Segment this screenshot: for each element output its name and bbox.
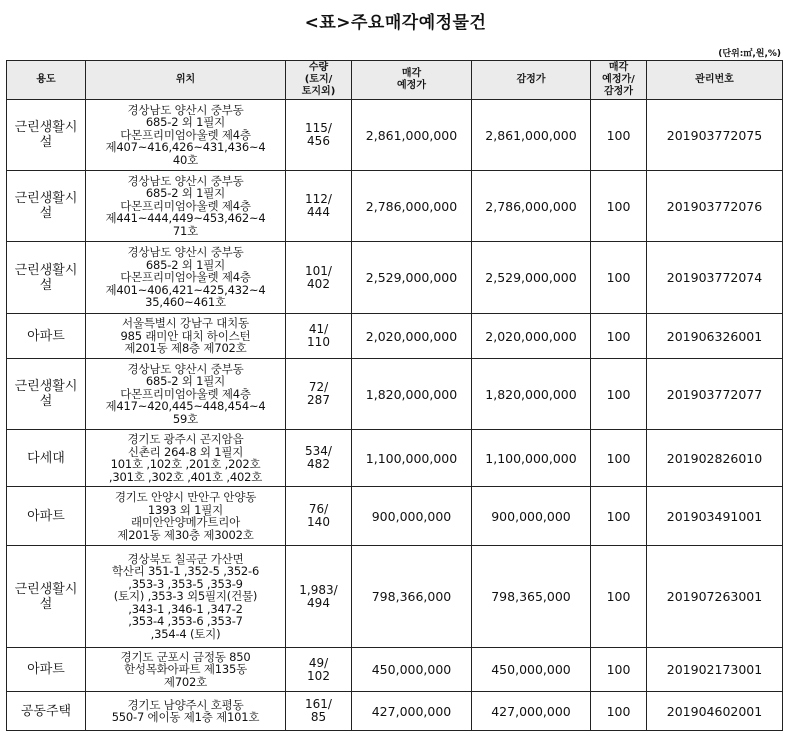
row-use: 아파트 [7,487,86,546]
header-sale-price: 매각 예정가 [352,61,472,100]
row-qty: 101/ 402 [286,242,352,314]
row-appraisal: 450,000,000 [472,648,591,692]
row-location: 경상남도 양산시 중부동 685-2 외 1필지 다몬프리미엄아울렛 제4층 제441~444,449~453,462~4 71호 [86,171,286,242]
row-appraisal: 900,000,000 [472,487,591,546]
row-sale-price: 2,529,000,000 [352,242,472,314]
row-mgmt-no: 201903772075 [647,100,783,171]
row-appraisal: 2,861,000,000 [472,100,591,171]
row-sale-price: 2,861,000,000 [352,100,472,171]
row-mgmt-no: 201903772077 [647,359,783,430]
row-qty: 534/ 482 [286,430,352,487]
table-row [7,487,783,546]
row-appraisal: 2,020,000,000 [472,314,591,359]
row-ratio: 100 [591,430,647,487]
row-sale-price: 900,000,000 [352,487,472,546]
header-appraisal: 감정가 [472,61,591,100]
row-appraisal: 427,000,000 [472,692,591,731]
table-row [7,242,783,314]
header-mgmt-no: 관리번호 [647,61,783,100]
row-qty: 76/ 140 [286,487,352,546]
row-qty: 49/ 102 [286,648,352,692]
row-mgmt-no: 201903772074 [647,242,783,314]
row-mgmt-no: 201904602001 [647,692,783,731]
row-qty: 115/ 456 [286,100,352,171]
sale-items-table [6,60,783,731]
row-ratio: 100 [591,242,647,314]
row-sale-price: 1,820,000,000 [352,359,472,430]
table-row [7,546,783,648]
row-ratio: 100 [591,171,647,242]
row-qty: 112/ 444 [286,171,352,242]
row-mgmt-no: 201902826010 [647,430,783,487]
row-ratio: 100 [591,648,647,692]
table-row [7,171,783,242]
row-use: 아파트 [7,314,86,359]
header-row [7,61,783,100]
page-title: <표>주요매각예정물건 [304,13,487,33]
row-ratio: 100 [591,487,647,546]
row-appraisal: 1,100,000,000 [472,430,591,487]
unit-note: (단위:㎡,원,%) [718,49,781,59]
row-mgmt-no: 201903491001 [647,487,783,546]
row-qty: 161/ 85 [286,692,352,731]
row-location: 경기도 군포시 금정동 850 한성목화아파트 제135동 제702호 [86,648,286,692]
row-use: 근린생활시 설 [7,100,86,171]
row-use: 공동주택 [7,692,86,731]
row-use: 근린생활시 설 [7,359,86,430]
header-ratio: 매각 예정가/ 감정가 [591,61,647,100]
row-location: 서울특별시 강남구 대치동 985 래미안 대치 하이스턴 제201동 제8층 제702호 [86,314,286,359]
row-mgmt-no: 201906326001 [647,314,783,359]
row-use: 아파트 [7,648,86,692]
row-location: 경기도 광주시 곤지암읍 신촌리 264-8 외 1필지 101호 ,102호 ,201호 ,202호 ,301호 ,302호 ,401호 ,402호 [86,430,286,487]
row-sale-price: 450,000,000 [352,648,472,692]
header-use: 용도 [7,61,86,100]
row-ratio: 100 [591,546,647,648]
row-ratio: 100 [591,692,647,731]
row-qty: 72/ 287 [286,359,352,430]
row-appraisal: 1,820,000,000 [472,359,591,430]
row-sale-price: 798,366,000 [352,546,472,648]
table-row [7,648,783,692]
table-row [7,430,783,487]
header-qty: 수량 (토지/ 토지외) [286,61,352,100]
row-mgmt-no: 201903772076 [647,171,783,242]
row-sale-price: 427,000,000 [352,692,472,731]
row-location: 경상북도 칠곡군 가산면 학산리 351-1 ,352-5 ,352-6 ,353-3 ,353-5 ,353-9 (토지) ,353-3 외5필지(건물) ,343-1 ,346-1 ,347-2 ,353-4 ,353-6 ,353-7 ,354-4 (토지) [86,546,286,648]
row-qty: 41/ 110 [286,314,352,359]
row-ratio: 100 [591,100,647,171]
row-use: 근린생활시 설 [7,171,86,242]
table-row [7,359,783,430]
row-ratio: 100 [591,314,647,359]
header-location: 위치 [86,61,286,100]
row-use: 다세대 [7,430,86,487]
row-location: 경상남도 양산시 중부동 685-2 외 1필지 다몬프리미엄아울렛 제4층 제407~416,426~431,436~4 40호 [86,100,286,171]
row-location: 경상남도 양산시 중부동 685-2 외 1필지 다몬프리미엄아울렛 제4층 제401~406,421~425,432~4 35,460~461호 [86,242,286,314]
table-row [7,100,783,171]
row-ratio: 100 [591,359,647,430]
row-location: 경기도 남양주시 호평동 550-7 에이동 제1층 제101호 [86,692,286,731]
row-mgmt-no: 201907263001 [647,546,783,648]
row-sale-price: 2,020,000,000 [352,314,472,359]
row-appraisal: 2,786,000,000 [472,171,591,242]
row-use: 근린생활시 설 [7,546,86,648]
row-sale-price: 1,100,000,000 [352,430,472,487]
row-qty: 1,983/ 494 [286,546,352,648]
row-sale-price: 2,786,000,000 [352,171,472,242]
row-appraisal: 2,529,000,000 [472,242,591,314]
row-appraisal: 798,365,000 [472,546,591,648]
table-row [7,692,783,731]
row-mgmt-no: 201902173001 [647,648,783,692]
row-location: 경기도 안양시 만안구 안양동 1393 외 1필지 래미안안양메가트리아 제201동 제30층 제3002호 [86,487,286,546]
row-location: 경상남도 양산시 중부동 685-2 외 1필지 다몬프리미엄아울렛 제4층 제417~420,445~448,454~4 59호 [86,359,286,430]
row-use: 근린생활시 설 [7,242,86,314]
table-row [7,314,783,359]
